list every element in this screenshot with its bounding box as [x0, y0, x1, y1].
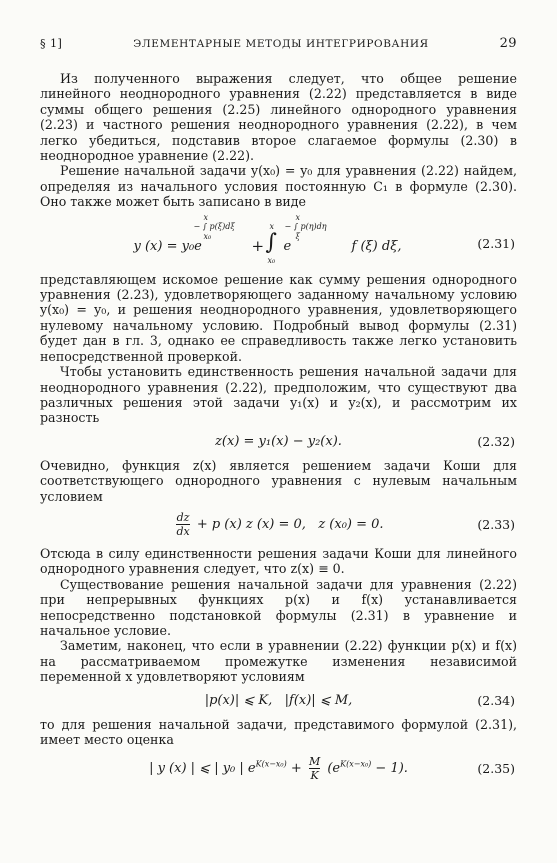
eq231-exp1-upper: x [203, 212, 209, 222]
paragraph-8: Заметим, наконец, что если в уравнении (2.22) функции p(x) и f(x) на рассматриваемом промежутке изменения независимой переменной x удовлетворяют условиям [40, 638, 517, 685]
eq235-denominator: K [310, 768, 319, 782]
page-number: 29 [499, 36, 517, 51]
book-page [40, 36, 517, 789]
eq231-exp1: − ∫ p(ξ)dξ [193, 221, 235, 231]
equation-2-34-body: |p(x)| ⩽ K, |f(x)| ⩽ M, [204, 693, 353, 709]
eq235-sup1: K(x−x₀) [255, 759, 287, 769]
eq235-plus: + [290, 760, 302, 776]
eq231-lhs: y (x) = y₀e [133, 238, 202, 254]
eq235-fraction [309, 755, 320, 782]
eq231-exp2-lower: ξ [295, 231, 300, 241]
equation-2-33-body [173, 511, 383, 538]
equation-2-34-number: (2.34) [477, 693, 515, 709]
eq231-exp1-lower: x₀ [203, 231, 212, 241]
eq235-part3: − 1). [375, 760, 408, 776]
eq233-fraction [176, 511, 189, 538]
eq235-sup2: K(x−x₀) [340, 759, 372, 769]
equation-2-32-number: (2.32) [477, 434, 515, 450]
paragraph-4: Чтобы установить единственность решения начальной задачи для неоднородного уравнения (2.22), предположим, что существуют два различных решения этой задачи y₁(x) и y₂(x), и рассмотрим их разность [40, 364, 517, 426]
equation-2-31-body [134, 212, 424, 268]
equation-2-35-number: (2.35) [477, 760, 515, 776]
equation-2-34 [40, 689, 517, 713]
equation-2-33 [40, 508, 517, 542]
eq235-part1: | y (x) | ⩽ | y₀ | e [149, 760, 256, 776]
equation-2-32-body: z(x) = y₁(x) − y₂(x). [215, 434, 342, 450]
eq233-denominator: dx [176, 525, 190, 539]
eq231-int-upper: x [269, 221, 275, 231]
paragraph-1: Из полученного выражения следует, что общее решение линейного неоднородного уравнения (2.22) представляется в виде суммы общего решения (2.25) линейного однородного уравнения (2.23) и частного решения неоднородного уравнения (2.22), в чем легко убедиться, подставив второе слагаемое формулы (2.30) в неоднородное уравнение (2.22). [40, 71, 517, 164]
equation-2-35-body [149, 755, 408, 782]
eq233-rest: + p (x) z (x) = 0, z (x₀) = 0. [196, 517, 384, 533]
equation-2-31 [40, 212, 517, 268]
eq231-int-lower: x₀ [267, 255, 276, 265]
running-header [40, 36, 517, 51]
eq231-int-sign: ∫ [265, 229, 277, 255]
eq231-tail: f (ξ) dξ, [351, 238, 402, 254]
eq235-part2: (e [327, 760, 341, 776]
equation-2-33-number: (2.33) [477, 517, 515, 533]
eq231-exp2: − ∫ p(η)dη [284, 221, 327, 231]
paragraph-6: Отсюда в силу единственности решения задачи Коши для линейного однородного уравнения следует, что z(x) ≡ 0. [40, 545, 517, 577]
equation-2-32 [40, 430, 517, 454]
paragraph-3: представляющем искомое решение как сумму решения однородного уравнения (2.23), удовлетворяющего заданному начальному условию y(x₀) = y₀, и решения неоднородного уравнения, удовлетворяющего нулевому начальному условию. Подробный вывод формулы (2.31) будет дан в гл. 3, однако ее справедливость также легко установить непосредственной проверкой. [40, 271, 517, 364]
paragraph-2: Решение начальной задачи y(x₀) = y₀ для уравнения (2.22) найдем, определяя из начального условия постоянную C₁ в формуле (2.30). Оно также может быть записано в виде [40, 163, 517, 210]
paragraph-7: Существование решения начальной задачи для уравнения (2.22) при непрерывных функциях p(x) и f(x) устанавливается непосредственно подстановкой формулы (2.31) в уравнение и начальное условие. [40, 576, 517, 638]
eq231-exp2-upper: x [295, 212, 301, 222]
equation-2-35 [40, 751, 517, 785]
chapter-title: ЭЛЕМЕНТАРНЫЕ МЕТОДЫ ИНТЕГРИРОВАНИЯ [133, 38, 429, 50]
eq231-plus: + [251, 236, 265, 255]
section-mark: § 1] [40, 37, 63, 50]
paragraph-5: Очевидно, функция z(x) является решением задачи Коши для соответствующего однородного уравнения с нулевым начальным условием [40, 457, 517, 504]
equation-2-31-number: (2.31) [477, 235, 515, 251]
eq235-numerator: M [308, 754, 321, 768]
eq231-e2: e [283, 238, 292, 254]
paragraph-9: то для решения начальной задачи, представимого формулой (2.31), имеет место оценка [40, 716, 517, 747]
eq233-numerator: dz [176, 511, 190, 525]
